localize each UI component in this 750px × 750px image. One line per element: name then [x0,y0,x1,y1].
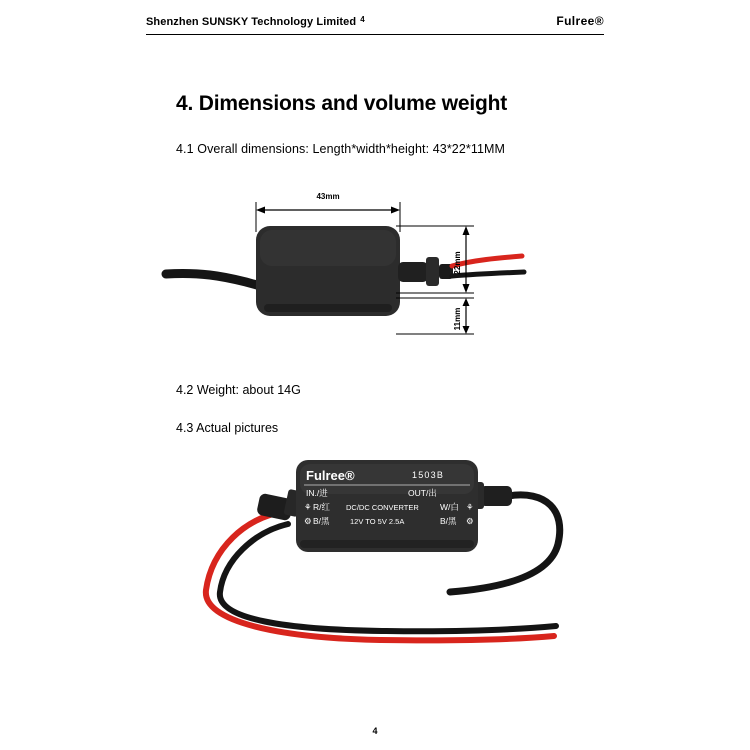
paragraph-overall-dimensions: 4.1 Overall dimensions: Length*width*height: 43*22*11MM [176,142,506,156]
header-row [146,14,604,28]
paragraph-weight: 4.2 Weight: about 14G [176,382,301,397]
label-row1-left: ⚘ [304,502,312,512]
dimension-length-label: 43mm [316,192,340,201]
footer-page-number: 4 [372,726,378,736]
header-divider [146,34,604,35]
output-wire-black [452,272,524,276]
label-converter: DC/DC CONVERTER [346,503,419,512]
right-connector [398,257,453,286]
output-wire-red [452,256,522,266]
label-row1-right-text: W/白 [440,502,459,512]
label-row2-right-text: B/黑 [440,516,457,526]
dimension-width-label: 22mm [453,251,462,275]
page-header [146,14,604,34]
dimension-drawing-figure [160,186,580,356]
dimension-height [396,298,474,334]
document-content [176,92,606,176]
label-out: OUT/出 [408,488,437,498]
converter-body [256,226,400,316]
header-page-marker: 4 [360,15,365,24]
label-row1-right-sym: ⚘ [466,502,474,512]
actual-product-figure [150,440,620,670]
paragraph-actual-pictures: 4.3 Actual pictures [176,420,279,435]
label-row2-right-sym: ⚙ [466,516,474,526]
label-spec: 12V TO 5V 2.5A [350,517,405,526]
page-title: 4. Dimensions and volume weight [176,92,508,115]
label-model: 1503B [412,470,445,480]
header-brand: Fulree® [556,14,604,28]
header-company-text: Shenzhen SUNSKY Technology Limited [146,16,357,28]
label-row2-left-text: B/黑 [313,516,330,526]
header-company [146,16,365,28]
label-row1-left-text: R/红 [313,502,331,512]
label-brand: Fulree® [306,468,355,483]
dimension-height-label: 11mm [453,307,462,331]
left-cable [166,273,264,287]
actual-product-svg [150,440,620,670]
dimension-drawing-svg [160,186,580,356]
label-row2-left-sym: ⚙ [304,516,312,526]
label-in: IN./进 [306,488,328,498]
page-footer [0,726,750,736]
